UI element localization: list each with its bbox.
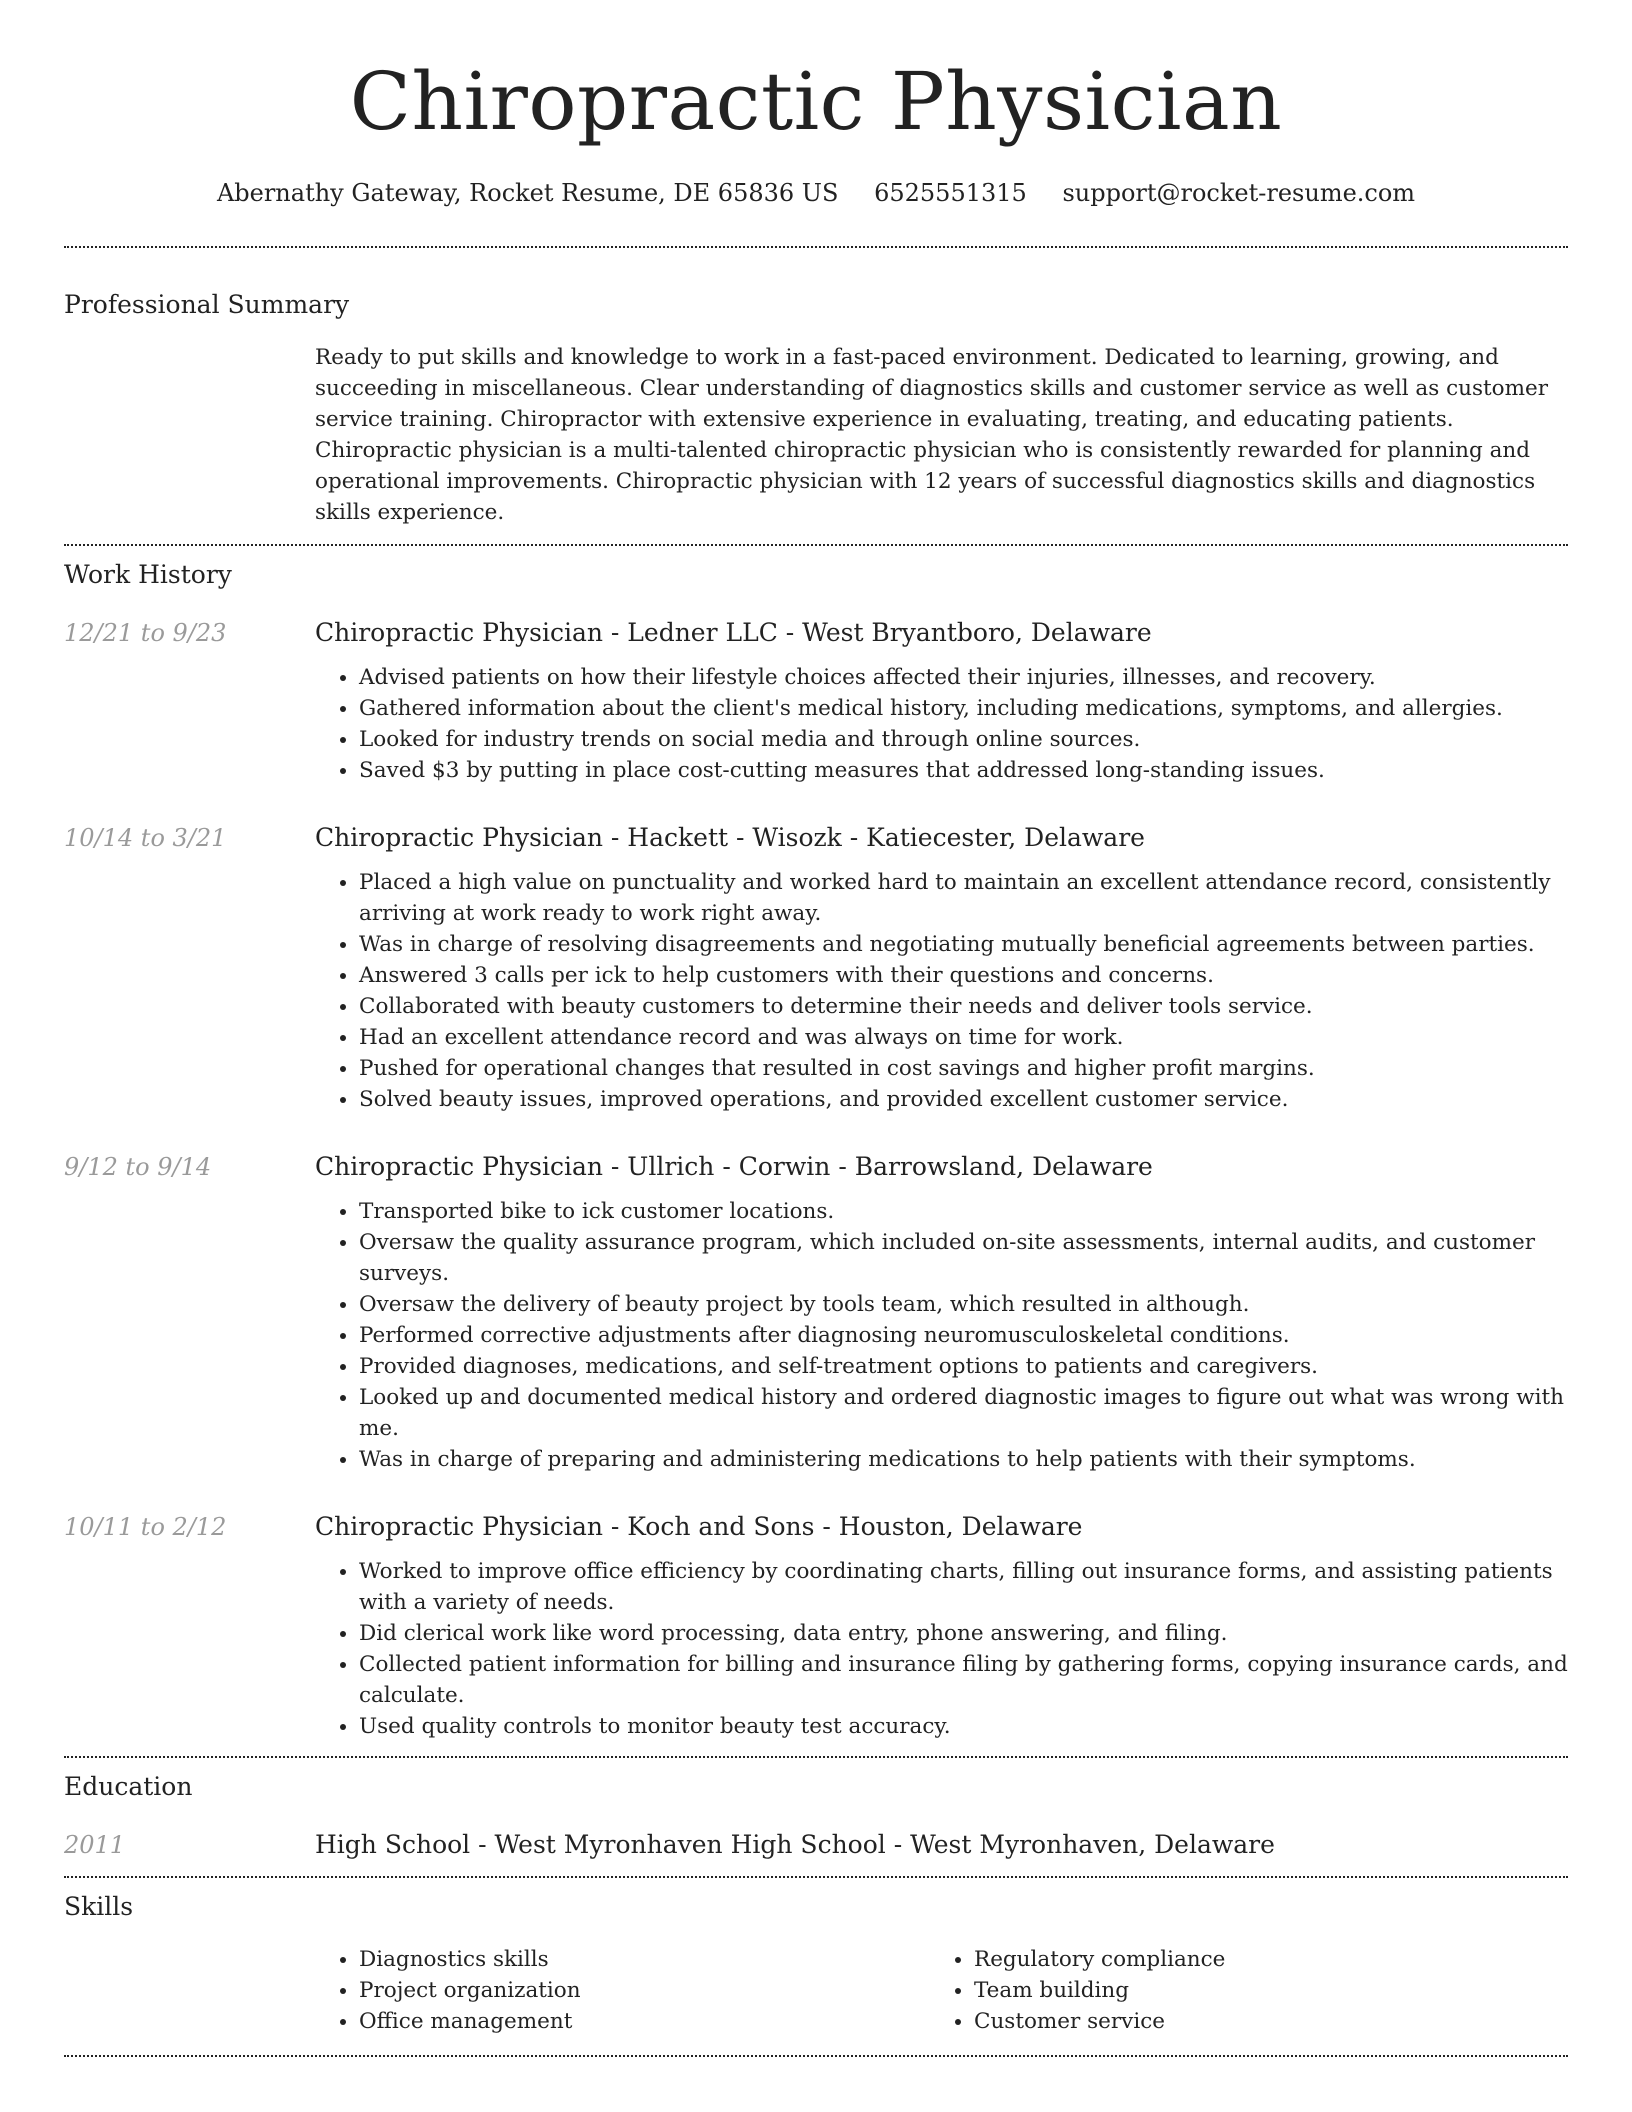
resume-name: Chiropractic Physician (349, 55, 1283, 148)
list-item: • Was in charge of preparing and administering medications to help patients with their symptoms. (359, 1444, 1568, 1475)
list-item: • Collaborated with beauty customers to determine their needs and deliver tools service. (359, 991, 1568, 1022)
skill-item: • Regulatory compliance (974, 1944, 1545, 1975)
contact-phone: 6525551315 (874, 179, 1027, 207)
list-item: • Oversaw the delivery of beauty project by tools team, which resulted in although. (359, 1289, 1568, 1320)
job-heading: Chiropractic Physician - Hackett - Wisozk - Katiecester, Delaware (315, 823, 1145, 852)
list-item: • Had an excellent attendance record and was always on time for work. (359, 1022, 1568, 1053)
list-item: • Worked to improve office efficiency by coordinating charts, filling out insurance forms, and assisting patients with a variety of needs. (359, 1556, 1568, 1618)
job-entry (64, 1510, 1568, 1742)
job-heading: Chiropractic Physician - Ledner LLC - West Bryantboro, Delaware (315, 618, 1152, 647)
skill-item: • Team building (974, 1975, 1545, 2006)
list-item: • Saved $3 by putting in place cost-cutting measures that addressed long-standing issues. (359, 755, 1568, 786)
education-heading: High School - West Myronhaven High School - West Myronhaven, Delaware (315, 1830, 1275, 1859)
summary-text: Ready to put skills and knowledge to work in a fast-paced environment. Dedicated to learning, growing, and succeeding in miscellaneous. Clear understanding of diagnostics skills and customer service as well as customer service training. Chiropractor with extensive experience in evaluating, treating, and educating patients. Chiropractic physician is a multi-talented chiropractic physician who is consistently rewarded for planning and operational improvements. Chiropractic physician with 12 years of successful diagnostics skills and diagnostics skills experience. (315, 345, 1548, 525)
education-entry (64, 1828, 1568, 1862)
section-title-summary: Professional Summary (64, 290, 350, 319)
job-dates: 12/21 to 9/23 (64, 619, 227, 647)
summary-section (64, 288, 1568, 528)
list-item: • Looked up and documented medical history and ordered diagnostic images to figure out what was wrong with me. (359, 1382, 1568, 1444)
list-item: • Gathered information about the client's medical history, including medications, symptoms, and allergies. (359, 693, 1568, 724)
skill-item: • Office management (359, 2006, 930, 2037)
skill-item: • Diagnostics skills (359, 1944, 930, 1975)
job-bullets (315, 662, 1568, 786)
section-title-education: Education (64, 1772, 193, 1801)
section-title-skills: Skills (64, 1892, 134, 1921)
job-entry (64, 1150, 1568, 1475)
list-item: • Was in charge of resolving disagreements and negotiating mutually beneficial agreements between parties. (359, 929, 1568, 960)
contact-address: Abernathy Gateway, Rocket Resume, DE 65836 US (216, 179, 839, 207)
section-title-work: Work History (64, 560, 232, 589)
contact-email: support@rocket-resume.com (1062, 179, 1416, 207)
list-item: • Performed corrective adjustments after diagnosing neuromusculoskeletal conditions. (359, 1320, 1568, 1351)
divider (64, 1756, 1568, 1758)
list-item: • Provided diagnoses, medications, and self-treatment options to patients and caregivers. (359, 1351, 1568, 1382)
list-item: • Solved beauty issues, improved operations, and provided excellent customer service. (359, 1084, 1568, 1115)
skill-item: • Customer service (974, 2006, 1545, 2037)
skills-list-right (930, 1944, 1545, 2037)
work-history-section (64, 558, 1568, 1742)
list-item: • Advised patients on how their lifestyle choices affected their injuries, illnesses, and recovery. (359, 662, 1568, 693)
contact-line (64, 176, 1568, 210)
skills-list-left (315, 1944, 930, 2037)
list-item: • Oversaw the quality assurance program, which included on-site assessments, internal audits, and customer surveys. (359, 1227, 1568, 1289)
skills-section (64, 1890, 1568, 2037)
job-bullets (315, 1196, 1568, 1475)
job-bullets (315, 1556, 1568, 1742)
list-item: • Answered 3 calls per ick to help customers with their questions and concerns. (359, 960, 1568, 991)
job-dates: 10/14 to 3/21 (64, 824, 227, 852)
list-item: • Used quality controls to monitor beauty test accuracy. (359, 1711, 1568, 1742)
job-entry (64, 616, 1568, 786)
education-section (64, 1770, 1568, 1862)
divider (64, 544, 1568, 546)
list-item: • Pushed for operational changes that resulted in cost savings and higher profit margins. (359, 1053, 1568, 1084)
divider (64, 2055, 1568, 2057)
list-item: • Looked for industry trends on social media and through online sources. (359, 724, 1568, 755)
list-item: • Collected patient information for billing and insurance filing by gathering forms, copying insurance cards, and calculate. (359, 1649, 1568, 1711)
job-dates: 9/12 to 9/14 (64, 1153, 212, 1181)
job-entry (64, 821, 1568, 1115)
list-item: • Placed a high value on punctuality and worked hard to maintain an excellent attendance record, consistently arriving at work ready to work right away. (359, 867, 1568, 929)
list-item: • Transported bike to ick customer locations. (359, 1196, 1568, 1227)
list-item: • Did clerical work like word processing, data entry, phone answering, and filing. (359, 1618, 1568, 1649)
divider (64, 246, 1568, 248)
job-heading: Chiropractic Physician - Koch and Sons - Houston, Delaware (315, 1512, 1083, 1541)
job-dates: 10/11 to 2/12 (64, 1513, 227, 1541)
job-heading: Chiropractic Physician - Ullrich - Corwin - Barrowsland, Delaware (315, 1152, 1153, 1181)
job-bullets (315, 867, 1568, 1115)
skill-item: • Project organization (359, 1975, 930, 2006)
education-year: 2011 (64, 1831, 126, 1859)
divider (64, 1876, 1568, 1878)
